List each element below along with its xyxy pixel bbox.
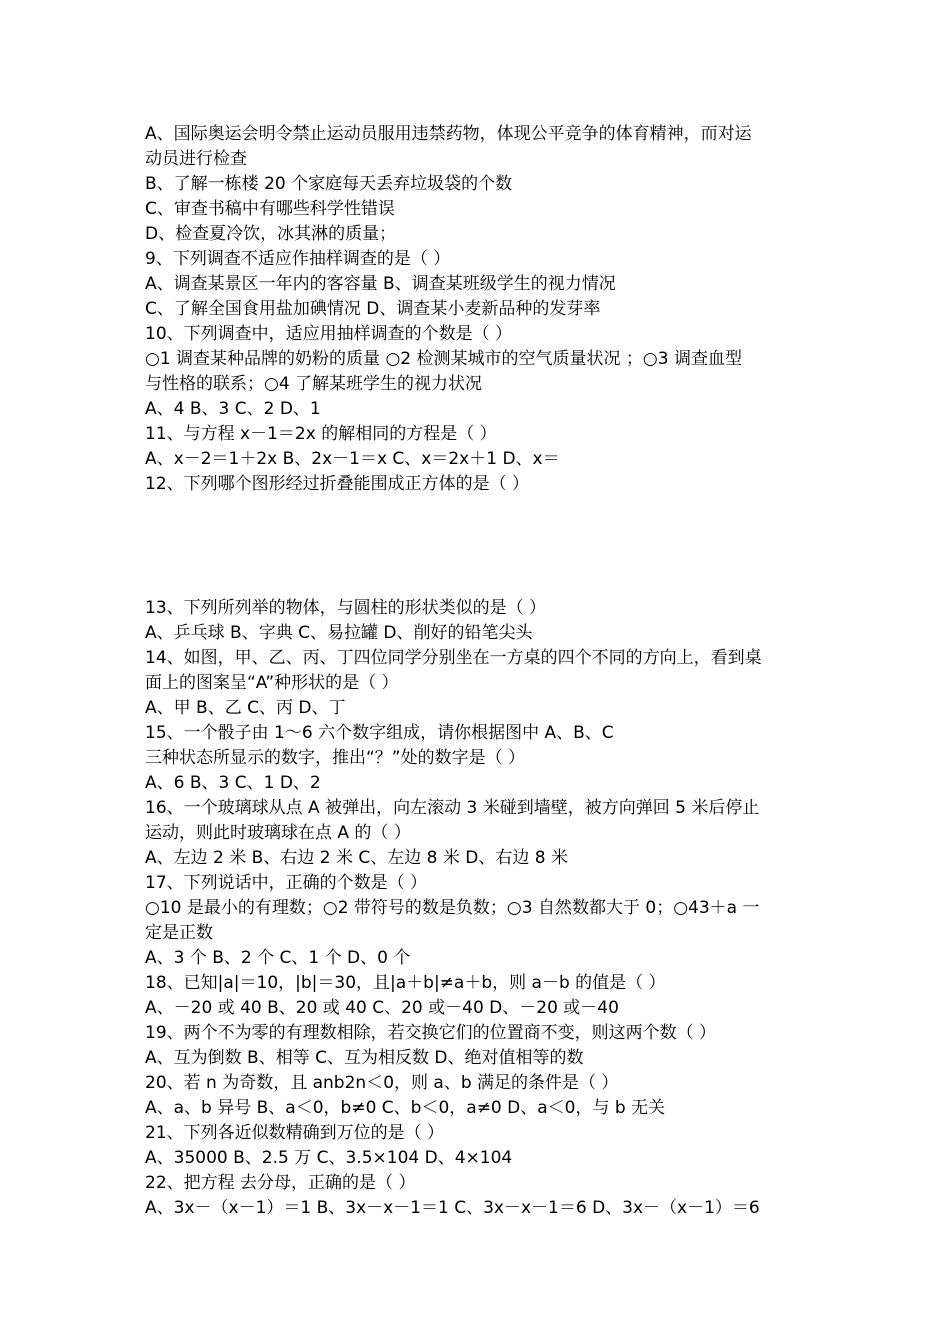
question-20: 20、若 n 为奇数，且 anb2n＜0，则 a、b 满足的条件是（ ） xyxy=(145,1073,619,1093)
text-line: ○10 是最小的有理数；○2 带符号的数是负数；○3 自然数都大于 0；○43＋a 一 xyxy=(145,898,760,918)
question-21: 21、下列各近似数精确到万位的是（ ） xyxy=(145,1123,445,1143)
text-line: A、调查某景区一年内的客容量 B、调查某班级学生的视力情况 xyxy=(145,274,616,294)
text-line: 动员进行检查 xyxy=(145,149,247,169)
question-9: 9、下列调查不适应作抽样调查的是（ ） xyxy=(145,249,451,269)
text-block-questions-13-22 xyxy=(145,596,815,1221)
text-block-questions-8-12 xyxy=(145,122,815,497)
question-14: 14、如图，甲、乙、丙、丁四位同学分别坐在一方桌的四个不同的方向上，看到桌 xyxy=(145,648,762,668)
text-line: D、检查夏冷饮，冰其淋的质量； xyxy=(145,224,397,244)
question-10: 10、下列调查中，适应用抽样调查的个数是（ ） xyxy=(145,324,513,344)
question-16: 16、一个玻璃球从点 A 被弹出，向左滚动 3 米碰到墙壁，被方向弹回 5 米后停止 xyxy=(145,798,760,818)
text-line: A、35000 B、2.5 万 C、3.5×104 D、4×104 xyxy=(145,1148,513,1168)
question-12: 12、下列哪个图形经过折叠能围成正方体的是（ ） xyxy=(145,474,530,494)
question-11: 11、与方程 x－1＝2x 的解相同的方程是（ ） xyxy=(145,424,497,444)
question-13: 13、下列所列举的物体，与圆柱的形状类似的是（ ） xyxy=(145,598,547,618)
question-22: 22、把方程 去分母，正确的是（ ） xyxy=(145,1173,416,1193)
text-line: A、－20 或 40 B、20 或 40 C、20 或－40 D、－20 或－40 xyxy=(145,998,619,1018)
text-line: A、乒乓球 B、字典 C、易拉罐 D、削好的铅笔尖头 xyxy=(145,623,533,643)
question-15: 15、一个骰子由 1～6 六个数字组成，请你根据图中 A、B、C xyxy=(145,723,614,743)
question-17: 17、下列说话中，正确的个数是（ ） xyxy=(145,873,428,893)
text-line: A、a、b 异号 B、a＜0，b≠0 C、b＜0，a≠0 D、a＜0，与 b 无关 xyxy=(145,1098,666,1118)
text-line: 运动，则此时玻璃球在点 A 的（ ） xyxy=(145,823,411,843)
text-line: C、审查书稿中有哪些科学性错误 xyxy=(145,199,395,219)
text-line: A、6 B、3 C、1 D、2 xyxy=(145,773,321,793)
text-line: B、了解一栋楼 20 个家庭每天丢弃垃圾袋的个数 xyxy=(145,174,513,194)
question-19: 19、两个不为零的有理数相除，若交换它们的位置商不变，则这两个数（ ） xyxy=(145,1023,717,1043)
text-line: A、4 B、3 C、2 D、1 xyxy=(145,399,321,419)
text-line: A、3 个 B、2 个 C、1 个 D、0 个 xyxy=(145,948,411,968)
text-line: A、甲 B、乙 C、丙 D、丁 xyxy=(145,698,346,718)
text-line: 与性格的联系；○4 了解某班学生的视力状况 xyxy=(145,374,483,394)
text-line: A、左边 2 米 B、右边 2 米 C、左边 8 米 D、右边 8 米 xyxy=(145,848,568,868)
question-18: 18、已知|a|＝10，|b|＝30，且|a＋b|≠a＋b，则 a－b 的值是（ ） xyxy=(145,973,666,993)
text-line: C、了解全国食用盐加碘情况 D、调查某小麦新品种的发芽率 xyxy=(145,299,601,319)
text-line: A、国际奥运会明令禁止运动员服用违禁药物，体现公平竞争的体育精神，而对运 xyxy=(145,124,752,144)
text-line: 定是正数 xyxy=(145,923,213,943)
text-line: 面上的图案呈“A”种形状的是（ ） xyxy=(145,673,399,693)
text-line: A、3x－（x－1）＝1 B、3x－x－1＝1 C、3x－x－1＝6 D、3x－（x－1）＝6 xyxy=(145,1198,760,1218)
text-line: ○1 调查某种品牌的奶粉的质量 ○2 检测某城市的空气质量状况 ；○3 调查血型 xyxy=(145,349,742,369)
text-line: 三种状态所显示的数字，推出“？”处的数字是（ ） xyxy=(145,748,526,768)
text-line: A、互为倒数 B、相等 C、互为相反数 D、绝对值相等的数 xyxy=(145,1048,584,1068)
text-line: A、x－2＝1＋2x B、2x－1＝x C、x＝2x＋1 D、x＝ xyxy=(145,449,560,469)
